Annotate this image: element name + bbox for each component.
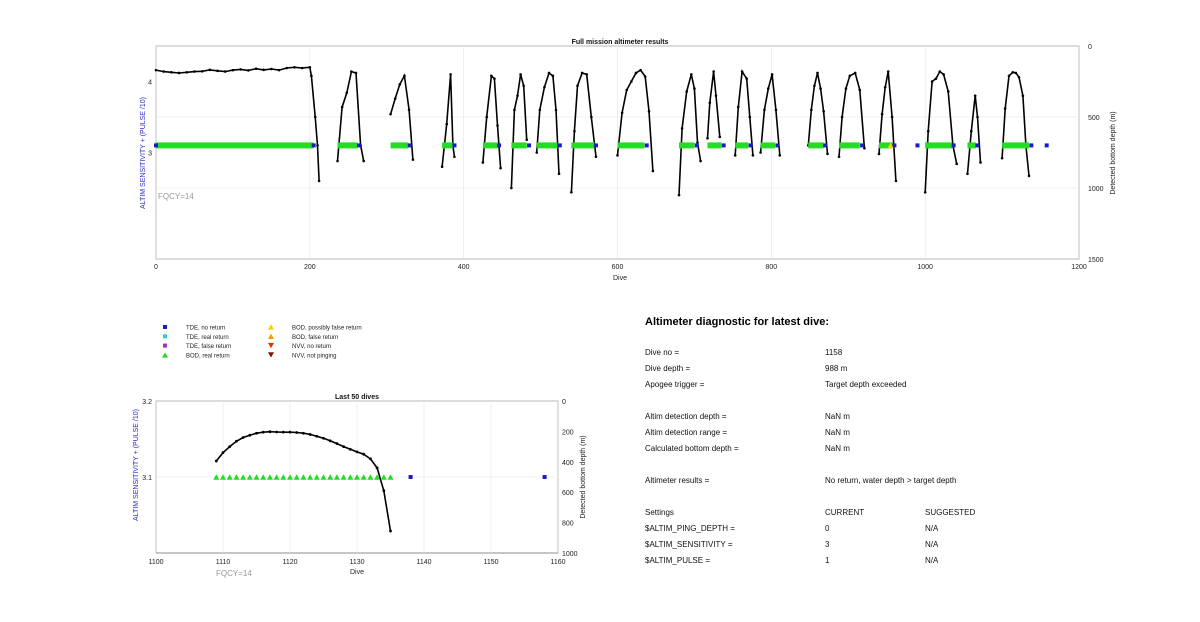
legend-label: TDE, no return — [186, 325, 226, 332]
depth-point — [625, 89, 628, 92]
x-axis-label: Dive — [612, 275, 628, 282]
dive-no-label: Dive no = — [645, 348, 680, 357]
depth-point — [1018, 76, 1021, 79]
bod-real-return-band — [707, 142, 721, 148]
depth-point — [242, 436, 245, 439]
depth-point — [955, 163, 958, 166]
depth-point — [699, 160, 702, 163]
depth-point — [648, 110, 651, 113]
depth-point — [942, 73, 945, 76]
depth-point — [816, 72, 819, 75]
y-right-tick-labels — [1088, 44, 1104, 264]
results-label: Altimeter results = — [645, 476, 710, 485]
ping-depth-suggested: N/A — [925, 524, 939, 533]
depth-point — [690, 73, 693, 76]
depth-point — [709, 102, 712, 105]
legend-label: NVV, no return — [292, 344, 332, 351]
sensitivity-suggested: N/A — [925, 540, 939, 549]
depth-point — [745, 77, 748, 80]
bod-real-return-band — [967, 142, 975, 148]
depth-point — [1022, 94, 1025, 97]
depth-point — [621, 111, 624, 114]
y-right-tick-label: 500 — [1088, 115, 1100, 122]
legend-label: BOD, real return — [186, 353, 230, 360]
depth-point — [712, 70, 715, 73]
depth-point — [878, 153, 881, 156]
tde-no-return-marker — [722, 143, 726, 147]
x-tick-label: 1130 — [349, 559, 365, 566]
x-tick-label: 1150 — [483, 559, 499, 566]
bod-real-return-band — [839, 142, 860, 148]
depth-point — [931, 80, 934, 83]
bod-real-return-band — [679, 142, 694, 148]
calc-bottom-depth-value: NaN m — [825, 444, 850, 453]
y-right-tick-label: 1000 — [562, 551, 578, 558]
depth-point — [282, 431, 285, 434]
depth-point — [255, 432, 258, 435]
depth-point — [858, 89, 861, 92]
depth-point — [927, 130, 930, 133]
results-value: No return, water depth > target depth — [825, 476, 957, 485]
depth-point — [275, 431, 278, 434]
diagnostic-title: Altimeter diagnostic for latest dive: — [645, 316, 829, 328]
y-right-axis-label: Detected bottom depth (m) — [1110, 111, 1117, 195]
depth-point — [356, 451, 359, 454]
chart-title: Last 50 dives — [335, 394, 379, 401]
depth-point — [734, 154, 737, 157]
depth-point — [681, 127, 684, 130]
x-tick-label: 1120 — [282, 559, 298, 566]
depth-point — [748, 116, 751, 119]
pulse-label: $ALTIM_PULSE = — [645, 556, 710, 565]
bod-real-return-band — [808, 142, 823, 148]
depth-point — [228, 445, 231, 448]
fqcy-annotation: FQCY=14 — [216, 569, 252, 578]
x-tick-labels — [148, 559, 565, 566]
sensitivity-current: 3 — [825, 540, 830, 549]
depth-point — [362, 453, 365, 456]
x-axis-label: Dive — [349, 569, 365, 576]
depth-point — [295, 431, 298, 434]
detection-range-value: NaN m — [825, 428, 850, 437]
depth-point — [315, 435, 318, 438]
tde-no-return-marker — [1029, 143, 1033, 147]
legend-label: NVV, not pinging — [292, 353, 337, 360]
depth-point — [838, 155, 841, 158]
tde-no-return-marker — [543, 475, 547, 479]
depth-point — [924, 191, 927, 194]
depth-point — [775, 109, 778, 112]
tde-no-return-marker — [695, 143, 699, 147]
depth-point — [935, 77, 938, 80]
depth-point — [1004, 107, 1007, 110]
tde-no-return-marker — [860, 143, 864, 147]
detection-depth-label: Altim detection depth = — [645, 412, 727, 421]
settings-header: Settings — [645, 508, 674, 517]
depth-point — [693, 87, 696, 90]
depth-point — [718, 136, 721, 139]
y-right-tick-label: 200 — [562, 429, 574, 437]
fqcy-annotation: FQCY=14 — [158, 192, 194, 201]
depth-point — [262, 431, 265, 434]
x-tick-label: 0 — [154, 264, 158, 271]
depth-point — [763, 109, 766, 112]
depth-point — [329, 439, 332, 442]
ping-depth-current: 0 — [825, 524, 830, 533]
depth-point — [741, 70, 744, 73]
depth-point — [826, 153, 829, 156]
depth-point — [938, 70, 941, 73]
tde-no-return-marker — [952, 143, 956, 147]
tde-no-return-marker — [775, 143, 779, 147]
detection-depth-value: NaN m — [825, 412, 850, 421]
suggested-header: SUGGESTED — [925, 508, 976, 517]
legend-label: BOD, false return — [292, 334, 339, 341]
tde-no-return-marker — [409, 475, 413, 479]
depth-point — [389, 530, 392, 533]
depth-point — [841, 116, 844, 119]
y-left-tick-label: 3 — [148, 150, 152, 158]
depth-point — [639, 69, 642, 72]
depth-point — [848, 75, 851, 78]
y-left-axis-label: ALTIM SENSITIVITY + (PULSE /10) — [133, 409, 140, 521]
x-tick-label: 1100 — [148, 559, 164, 566]
y-left-tick-label: 3.1 — [142, 475, 152, 482]
depth-point — [652, 170, 655, 173]
tde-no-return-marker — [645, 143, 649, 147]
bod-real-return-band — [925, 142, 952, 148]
x-tick-label: 1200 — [1071, 264, 1087, 271]
bod-real-return-band — [761, 142, 776, 148]
depth-point — [1015, 72, 1018, 75]
depth-point — [822, 110, 825, 113]
depth-point — [1012, 71, 1015, 74]
depth-point — [309, 433, 312, 436]
x-tick-label: 1160 — [550, 559, 566, 566]
calc-bottom-depth-label: Calculated bottom depth = — [645, 444, 739, 453]
apogee-value: Target depth exceeded — [825, 380, 907, 389]
tde-no-return-marker — [915, 143, 919, 147]
depth-point — [1028, 175, 1031, 178]
depth-point — [974, 94, 977, 97]
y-left-tick-label: 4 — [148, 79, 152, 87]
depth-point — [810, 109, 813, 112]
depth-point — [289, 431, 292, 434]
depth-point — [342, 445, 345, 448]
depth-point — [269, 430, 272, 433]
tde-no-return-marker — [1045, 143, 1049, 147]
y-right-tick-label: 800 — [562, 520, 574, 528]
pulse-suggested: N/A — [925, 556, 939, 565]
y-right-tick-label: 1000 — [1088, 186, 1104, 193]
y-left-tick-label: 3.2 — [142, 399, 152, 406]
x-tick-label: 600 — [611, 264, 624, 271]
depth-point — [884, 86, 887, 89]
sensitivity-label: $ALTIM_SENSITIVITY = — [645, 540, 733, 549]
y-left-tick-labels — [142, 399, 152, 482]
depth-point — [222, 451, 225, 454]
x-tick-label: 1000 — [917, 264, 933, 271]
depth-point — [845, 87, 848, 90]
legend-label: TDE, real return — [186, 334, 229, 341]
depth-point — [895, 180, 898, 183]
y-right-tick-label: 400 — [562, 459, 574, 467]
depth-point — [706, 137, 709, 140]
depth-point — [715, 94, 718, 97]
depth-point — [966, 173, 969, 176]
depth-point — [947, 90, 950, 93]
depth-point — [644, 75, 647, 78]
tde-no-return-marker — [975, 143, 979, 147]
y-right-tick-label: 0 — [562, 399, 566, 406]
dive-depth-label: Dive depth = — [645, 364, 691, 373]
depth-point — [976, 116, 979, 119]
depth-point — [778, 154, 781, 157]
y-right-axis-label: Detected bottom depth (m) — [580, 435, 587, 519]
x-tick-label: 200 — [303, 264, 316, 271]
x-tick-label: 1110 — [215, 559, 231, 566]
bod-real-return-band — [1002, 142, 1029, 148]
depth-point — [819, 87, 822, 90]
x-tick-label: 800 — [765, 264, 778, 271]
dive-depth-value: 988 m — [825, 364, 848, 373]
depth-point — [752, 154, 755, 157]
depth-point — [349, 448, 352, 451]
depth-point — [1001, 157, 1004, 160]
apogee-label: Apogee trigger = — [645, 380, 705, 389]
dive-no-value: 1158 — [825, 348, 843, 357]
current-header: CURRENT — [825, 508, 865, 517]
x-tick-label: 400 — [457, 264, 470, 271]
depth-point — [979, 161, 982, 164]
depth-point — [771, 73, 774, 76]
bod-real-return-band — [618, 142, 645, 148]
depth-point — [248, 434, 251, 437]
ping-depth-label: $ALTIM_PING_DEPTH = — [645, 524, 735, 533]
x-tick-label: 1140 — [416, 559, 432, 566]
depth-point — [630, 80, 633, 83]
depth-point — [322, 437, 325, 440]
depth-point — [854, 72, 857, 75]
y-left-axis-label: ALTIM SENSITIVITY + (PULSE /10) — [140, 97, 147, 209]
depth-point — [881, 113, 884, 116]
depth-point — [737, 106, 740, 109]
y-right-tick-labels — [562, 399, 578, 558]
depth-point — [382, 489, 385, 492]
depth-point — [215, 460, 218, 463]
tde-no-return-marker — [823, 143, 827, 147]
depth-point — [635, 72, 638, 75]
depth-point — [891, 116, 894, 119]
depth-point — [685, 90, 688, 93]
y-right-tick-label: 600 — [562, 490, 574, 498]
bod-real-return-band — [735, 142, 748, 148]
y-right-tick-label: 1500 — [1088, 257, 1104, 264]
depth-point — [235, 440, 238, 443]
depth-point — [1008, 75, 1011, 78]
depth-point — [767, 87, 770, 90]
y-right-tick-label: 0 — [1088, 44, 1092, 51]
detection-range-label: Altim detection range = — [645, 428, 728, 437]
legend-label: BOD, possibly false return — [292, 325, 362, 332]
pulse-current: 1 — [825, 556, 830, 565]
depth-point — [887, 70, 890, 73]
tde-no-return-marker — [892, 143, 896, 147]
depth-point — [678, 194, 681, 197]
depth-point — [376, 466, 379, 469]
depth-point — [970, 130, 973, 133]
depth-point — [336, 442, 339, 445]
chart-title: Full mission altimeter results — [571, 39, 669, 46]
legend-label: TDE, false return — [186, 344, 232, 351]
tde-no-return-marker — [749, 143, 753, 147]
depth-point — [759, 151, 762, 154]
depth-point — [369, 457, 372, 460]
depth-point — [813, 84, 816, 87]
depth-point — [302, 432, 305, 435]
